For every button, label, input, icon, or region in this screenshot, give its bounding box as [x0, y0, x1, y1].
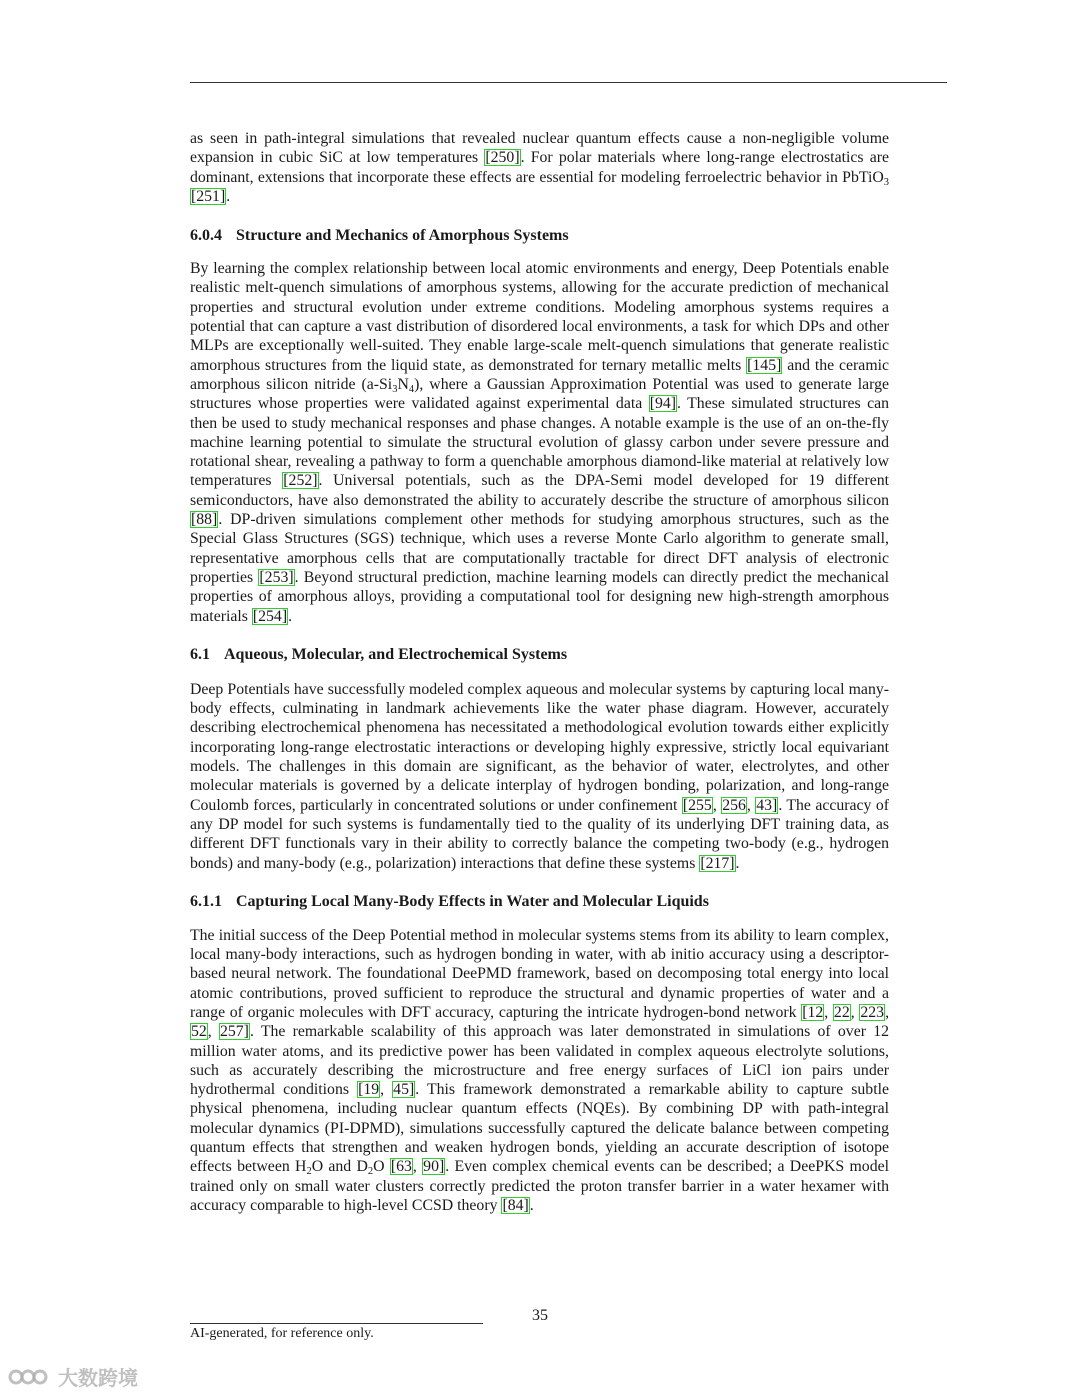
text-run: , — [746, 796, 756, 814]
text-run: , — [824, 1003, 833, 1021]
text-run: . — [529, 1196, 534, 1214]
page-number: 35 — [532, 1307, 548, 1324]
citation-link[interactable]: 256 — [722, 796, 746, 814]
watermark-text: 大数跨境 — [58, 1366, 138, 1390]
paragraph-amorphous-systems — [190, 259, 889, 626]
citation-link[interactable]: 22 — [833, 1003, 850, 1021]
section-number: 6.1 — [190, 645, 210, 663]
citation-link[interactable]: [254] — [252, 607, 288, 625]
citation-link[interactable]: 90] — [423, 1158, 445, 1176]
header-rule — [190, 82, 947, 83]
text-run: . This framework demonstrated a remarkable ability to capture subtle physical phenomena, including nuclear quantum effects (NQEs). By combining DP with path-integral molecular dynamics (PI-DPMD), simulations successfully captured the delicate balance between competing quantum effects that strengthen and weaken hydrogen bonds, yielding an accurate description of isotope effects between H — [190, 1081, 889, 1176]
text-run: , — [885, 1003, 890, 1021]
text-run: as seen in path-integral simulations that revealed nuclear quantum effects cause a non-negligible volume expansion in cubic SiC at low temperatures — [190, 130, 889, 167]
text-run: O — [373, 1158, 390, 1176]
text-run: The initial success of the Deep Potential method in molecular systems stems from its ability to learn complex, local many-body interactions, such as hydrogen bonding in water, with ab initio accuracy using a descriptor-based neural network. The foundational DeePMD framework, based on decomposing total energy into local atomic contributions, proved sufficient to reproduce the structural and dynamic properties of water and a range of organic molecules with DFT accuracy, capturing the intricate hydrogen-bond network — [190, 926, 889, 1021]
section-heading-6-0-4 — [190, 226, 889, 246]
section-title: Capturing Local Many-Body Effects in Water and Molecular Liquids — [236, 892, 709, 910]
citation-link[interactable]: 223 — [860, 1003, 885, 1021]
text-run: . The remarkable scalability of this approach was later demonstrated in simulations of over 12 million water atoms, and its predictive power has been validated in complex aqueous electrolyte solutions, such as accurately describing the microstructure and free energy surfaces of LiCl ion pairs under hydrothermal conditions — [190, 1023, 889, 1099]
watermark-logo-icon — [8, 1365, 52, 1389]
citation-link[interactable]: [252] — [283, 472, 318, 490]
citation-link[interactable]: [255 — [682, 796, 712, 814]
text-run: . For polar materials where long-range electrostatics are dominant, extensions that incorporate these effects are essential for modeling ferroelectric behavior in PbTiO — [190, 149, 889, 186]
text-run: and the ceramic amorphous silicon nitride (a-Si — [190, 356, 890, 393]
section-title: Structure and Mechanics of Amorphous Systems — [236, 227, 569, 245]
text-run: . These simulated structures can then be used to study mechanical responses and phase changes. A notable example is the use of an on-the-fly machine learning potential to simulate the structural evolution of glassy carbon under severe pressure and rotational shear, revealing a pathway to form a quenchable amorphous diamond-like material at relatively low temperatures — [190, 395, 889, 490]
subscript: 4 — [408, 383, 415, 395]
section-title: Aqueous, Molecular, and Electrochemical Systems — [224, 645, 568, 663]
text-run: . Even complex chemical events can be described; a DeePKS model trained only on small water clusters correctly predicted the proton transfer barrier in a water hexamer with accuracy comparable to high-level CCSD theory — [190, 1158, 889, 1214]
text-run: N — [397, 375, 409, 393]
page-body — [190, 129, 889, 1215]
citation-link[interactable]: [250] — [485, 149, 520, 167]
text-run: . — [735, 854, 740, 872]
citation-link[interactable]: [94] — [649, 395, 677, 413]
subscript: 2 — [367, 1166, 374, 1178]
text-run: . DP-driven simulations complement other methods for studying amorphous structures, such as the Special Glass Structures (SGS) technique, which uses a reverse Monte Carlo algorithm to generate small, representative amorphous cells that are computationally tractable for direct DFT analysis of electronic properties — [190, 511, 889, 586]
citation-link[interactable]: [63 — [390, 1158, 412, 1176]
citation-link[interactable]: 52 — [191, 1023, 207, 1041]
text-run: O and D — [311, 1158, 368, 1176]
citation-link[interactable]: [12 — [802, 1003, 824, 1021]
text-run: By learning the complex relationship between local atomic environments and energy, Deep Potentials enable realistic melt-quench simulations of amorphous systems, allowing for the accurate prediction of mechanical properties and structural evolution under extreme conditions. Modeling amorphous systems requires a potential that can capture a vast distribution of disordered local environments, a task for which DPs and other MLPs are exceptionally well-suited. They enable large-scale melt-quench simulations that generate realistic amorphous structures from the liquid state, as demonstrated for ternary metallic melts — [190, 260, 889, 374]
paragraph-aqueous-systems — [190, 680, 889, 873]
text-run: . — [226, 187, 231, 205]
text-run: , — [207, 1023, 219, 1041]
footnote-disclaimer: AI-generated, for reference only. — [190, 1326, 374, 1341]
subscript: 3 — [392, 383, 398, 395]
citation-link[interactable]: [217] — [700, 854, 735, 872]
citation-link[interactable]: [88] — [191, 511, 218, 529]
citation-link[interactable]: 257] — [219, 1023, 249, 1041]
text-run: . Beyond structural prediction, machine learning models can directly predict the mechanical properties of amorphous alloys, providing a computational tool for designing new high-strength amorphous materials — [190, 568, 889, 625]
text-run: , — [850, 1003, 860, 1021]
citation-link[interactable]: [84] — [502, 1196, 529, 1214]
citation-link[interactable]: 43] — [756, 796, 778, 814]
section-number: 6.1.1 — [190, 892, 222, 910]
citation-link[interactable]: [251] — [191, 187, 226, 205]
citation-link[interactable]: [19 — [358, 1081, 380, 1099]
paragraph-nqe-sic — [190, 129, 889, 206]
text-run: . The accuracy of any DP model for such systems is fundamentally tied to the quality of its underlying DFT training data, as different DFT functionals vary in their ability to correctly balance the competing two-body (e.g., hydrogen bonds) and many-body (e.g., polarization) interactions that define these systems — [190, 796, 890, 872]
watermark — [8, 1362, 138, 1391]
footnote-rule — [190, 1323, 483, 1324]
text-run: . Universal potentials, such as the DPA-Semi model developed for 19 different semiconductors, have also demonstrated the ability to accurately describe the structure of amorphous silicon — [190, 472, 889, 509]
citation-link[interactable]: [253] — [259, 568, 294, 586]
section-heading-6-1-1 — [190, 892, 889, 912]
text-run: . — [288, 607, 293, 625]
paragraph-water-many-body — [190, 926, 889, 1215]
text-run: , — [412, 1158, 423, 1176]
citation-link[interactable]: [145] — [747, 356, 782, 374]
text-run: ), where a Gaussian Approximation Potential was used to generate large structures whose properties were validated against experimental data — [190, 375, 889, 413]
text-run: Deep Potentials have successfully modeled complex aqueous and molecular systems by capturing local many-body effects, culminating in landmark achievements like the water phase diagram. However, accurately describing electrochemical phenomena has necessitated a methodological evolution towards either explicitly incorporating long-range electrostatic interactions or developing highly expressive, strictly local equivariant models. The challenges in this domain are significant, as the behavior of water, electrolytes, and other molecular materials is governed by a delicate interplay of hydrogen bonding, polarization, and long-range Coulomb forces, particularly in concentrated solutions or under confinement — [190, 680, 889, 814]
section-number: 6.0.4 — [190, 227, 222, 245]
section-heading-6-1 — [190, 645, 889, 665]
subscript: 3 — [883, 176, 889, 188]
citation-link[interactable]: 45] — [393, 1081, 415, 1099]
text-run: , — [712, 796, 722, 814]
text-run: , — [380, 1081, 393, 1099]
subscript: 2 — [306, 1166, 312, 1178]
